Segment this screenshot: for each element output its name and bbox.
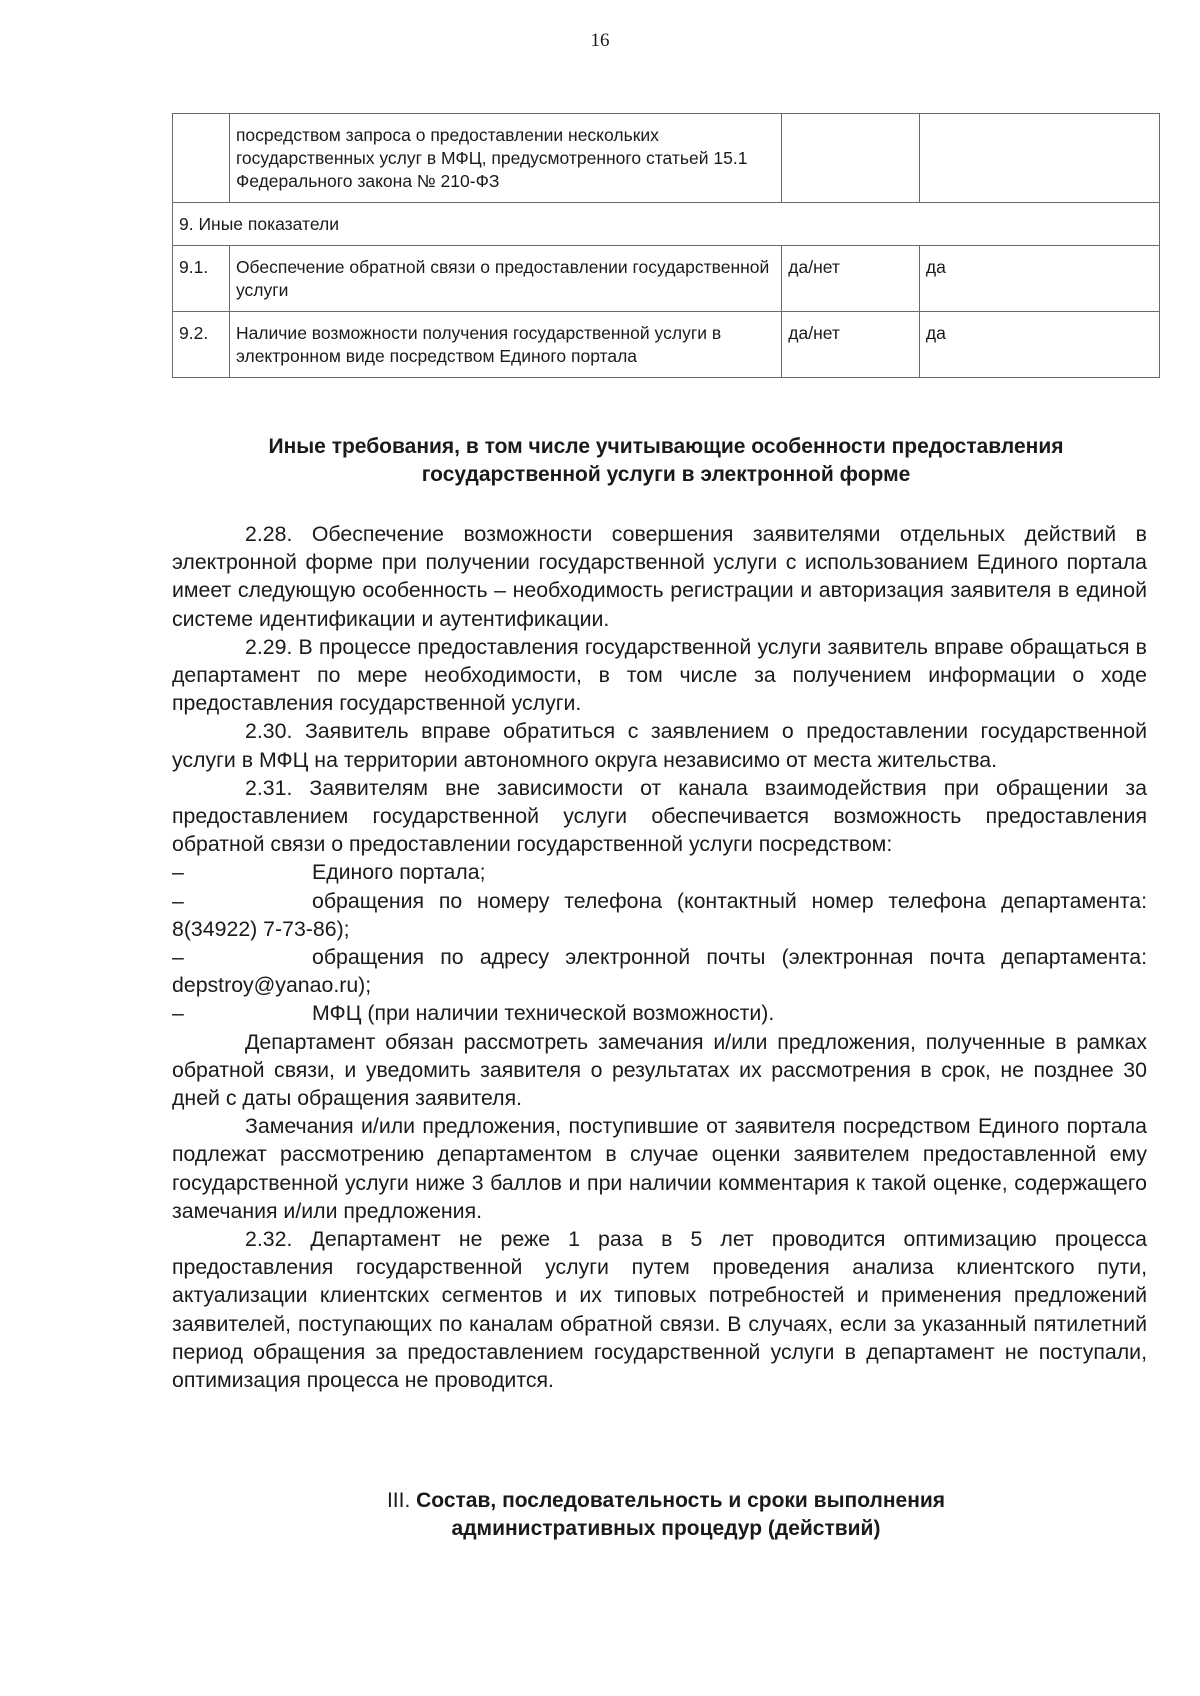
table-cell-value: да bbox=[919, 312, 1159, 378]
table-section-row bbox=[173, 203, 1160, 246]
section-numeral: III. bbox=[386, 1489, 411, 1512]
document-body bbox=[172, 520, 1147, 1394]
section-heading-iii bbox=[172, 1487, 1160, 1543]
heading-line: Иные требования, в том числе учитывающие особенности предоставления bbox=[268, 435, 1064, 458]
paragraph-2-29: 2.29. В процессе предоставления государственной услуги заявитель вправе обращаться в департамент по мере необходимости, в том числе за получением информации о ходе предоставления государственной услуги. bbox=[172, 634, 1147, 716]
table-row bbox=[173, 312, 1160, 378]
paragraph-2-32: 2.32. Департамент не реже 1 раза в 5 лет проводится оптимизацию процесса предоставления государственной услуги путем проведения анализа клиентского пути, актуализации клиентских сегментов и их типовых потребностей и применения предложений заявителей, поступающих по каналам обратной связи. В случаях, если за указанный пятилетний период обращения за предоставлением государственной услуги в департамент не поступали, оптимизация процесса не проводится. bbox=[172, 1227, 1147, 1393]
table-row bbox=[173, 246, 1160, 312]
page-number: 16 bbox=[590, 30, 610, 51]
table-cell-num: 9.2. bbox=[173, 312, 230, 378]
table-cell-unit: да/нет bbox=[782, 246, 920, 312]
table-cell-unit: да/нет bbox=[782, 312, 920, 378]
list-item-text: МФЦ (при наличии технической возможности). bbox=[312, 1001, 775, 1026]
table-row bbox=[173, 114, 1160, 203]
table-cell-value bbox=[919, 114, 1159, 203]
heading-line: государственной услуги в электронной форме bbox=[421, 463, 911, 486]
table-cell-num bbox=[173, 114, 230, 203]
list-item-text: обращения по номеру телефона (контактный номер телефона департамента: 8(34922) 7-73-86); bbox=[172, 888, 1147, 941]
table-cell-unit bbox=[782, 114, 920, 203]
paragraph-2-31: 2.31. Заявителям вне зависимости от канала взаимодействия при обращении за предоставлением государственной услуги обеспечивается возможность предоставления обратной связи о предоставлении государственной услуги посредством: bbox=[172, 775, 1147, 857]
table-cell-value: да bbox=[919, 246, 1159, 312]
table-section-title: 9. Иные показатели bbox=[173, 203, 1160, 246]
table-cell-text: посредством запроса о предоставлении нескольких государственных услуг в МФЦ, предусмотренного статьей 15.1 Федерального закона № 210-ФЗ bbox=[229, 114, 781, 203]
list-item-text: обращения по адресу электронной почты (электронная почта департамента: depstroy@yanao.ru); bbox=[172, 945, 1147, 998]
paragraph-2-30: 2.30. Заявитель вправе обратиться с заявлением о предоставлении государственной услуги в МФЦ на территории автономного округа независимо от места жительства. bbox=[172, 719, 1147, 772]
table-cell-num: 9.1. bbox=[173, 246, 230, 312]
dash-marker: – bbox=[172, 945, 184, 970]
paragraph-remarks: Замечания и/или предложения, поступившие от заявителя посредством Единого портала подлежат рассмотрению департаментом в случае оценки заявителем предоставленной ему государственной услуги ниже 3 баллов и при наличии комментария к такой оценке, содержащего замечания и/или предложения. bbox=[172, 1114, 1147, 1223]
dash-marker: – bbox=[172, 888, 184, 913]
section-heading-other-requirements bbox=[172, 433, 1160, 489]
paragraph-department-obligation: Департамент обязан рассмотреть замечания и/или предложения, полученные в рамках обратной связи, и уведомить заявителя о результатах их рассмотрения в срок, не позднее 30 дней с даты обращения заявителя. bbox=[172, 1029, 1147, 1111]
table-cell-text: Обеспечение обратной связи о предоставлении государственной услуги bbox=[229, 246, 781, 312]
table-cell-text: Наличие возможности получения государственной услуги в электронном виде посредством Единого портала bbox=[229, 312, 781, 378]
indicators-table bbox=[172, 113, 1160, 378]
dash-marker: – bbox=[172, 860, 184, 885]
heading-text: Состав, последовательность и сроки выполнения bbox=[416, 1489, 946, 1512]
list-item bbox=[172, 858, 1147, 886]
heading-line bbox=[172, 1487, 1160, 1515]
heading-line: административных процедур (действий) bbox=[451, 1517, 881, 1540]
list-item-text: Единого портала; bbox=[312, 860, 486, 885]
dash-marker: – bbox=[172, 1001, 184, 1026]
list-item bbox=[172, 943, 1147, 999]
paragraph-2-28: 2.28. Обеспечение возможности совершения заявителями отдельных действий в электронной форме при получении государственной услуги с использованием Единого портала имеет следующую особенность – необходимость регистрации и авторизация заявителя в единой системе идентификации и аутентификации. bbox=[172, 522, 1147, 631]
list-item bbox=[172, 887, 1147, 943]
list-item bbox=[172, 999, 1147, 1027]
